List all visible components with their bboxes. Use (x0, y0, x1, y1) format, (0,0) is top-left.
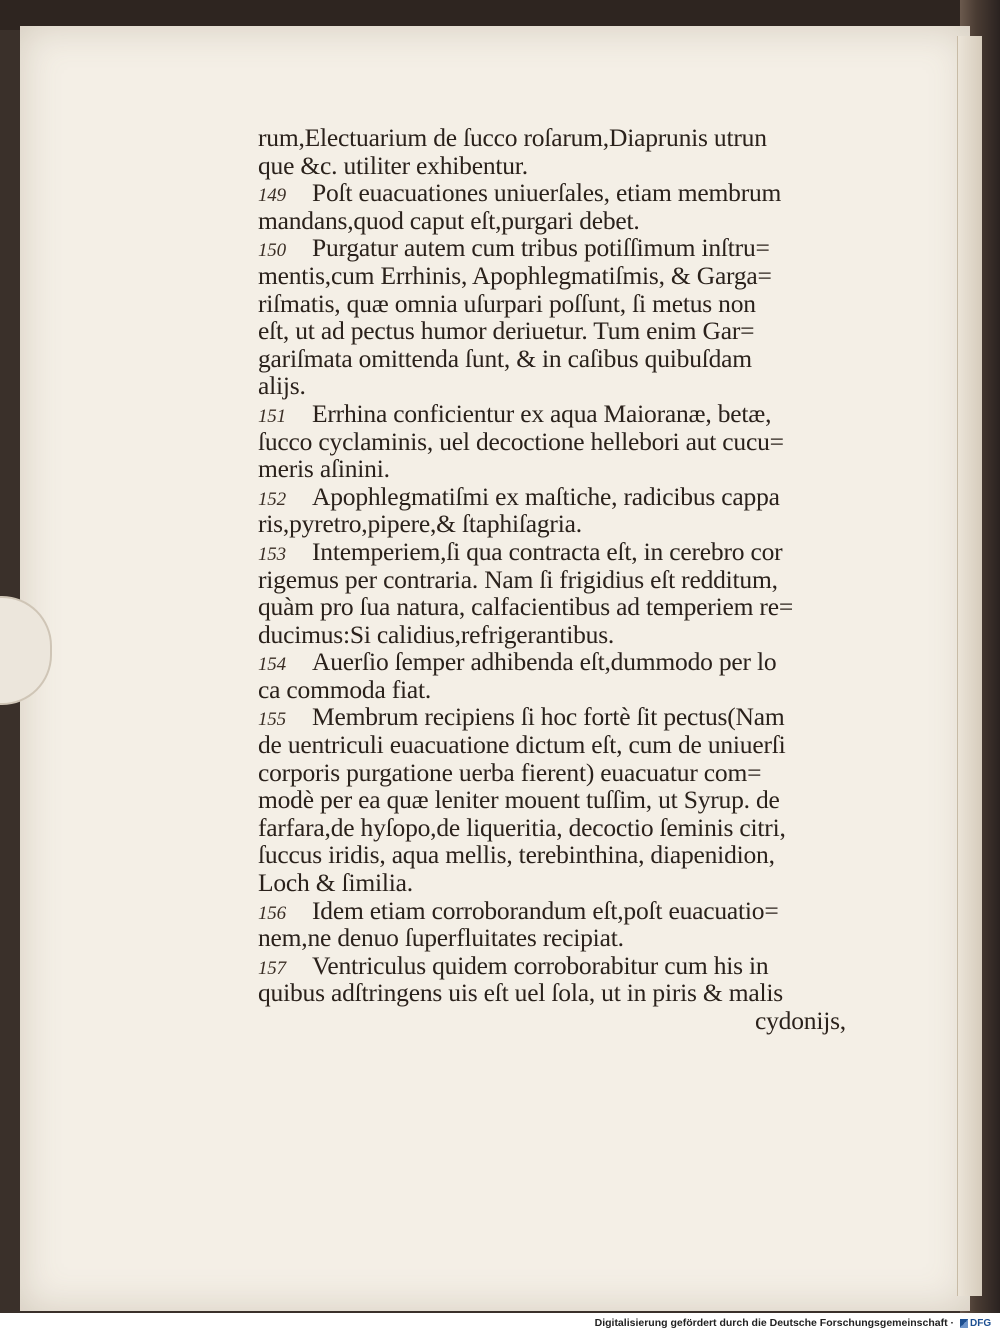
paragraph-number: 154 (258, 654, 286, 676)
text-line (258, 703, 868, 731)
line-text: ſuccus iridis, aqua mellis, terebinthina, diapenidion, (258, 840, 775, 870)
line-text: Purgatur autem cum tribus potiſſimum inſtru= (312, 233, 770, 263)
text-line (258, 152, 868, 180)
line-text: ca commoda fiat. (258, 674, 432, 704)
paragraph-number: 151 (258, 405, 286, 427)
line-text: riſmatis, quæ omnia uſurpari poſſunt, ſi metus non (258, 288, 756, 318)
line-text: quàm pro ſua natura, calfacientibus ad temperiem re= (258, 592, 793, 622)
line-text: rigemus per contraria. Nam ſi frigidius eſt redditum, (258, 564, 778, 594)
text-line (258, 924, 868, 952)
text-line (258, 786, 868, 814)
paragraph-number: 155 (258, 709, 286, 731)
text-line (258, 566, 868, 594)
dfg-logo (960, 1317, 992, 1330)
text-line (258, 621, 868, 649)
paragraph-number: 149 (258, 185, 286, 207)
line-text: Loch & ſimilia. (258, 868, 413, 898)
line-text: nem,ne denuo ſuperfluitates recipiat. (258, 923, 624, 953)
line-text: Membrum recipiens ſi hoc fortè ſit pectus(Nam (312, 702, 785, 732)
line-text: Poſt euacuationes uniuerſales, etiam membrum (312, 178, 782, 208)
paragraph-number: 153 (258, 543, 286, 565)
text-line (258, 317, 868, 345)
line-text: ſucco cyclaminis, uel decoctione hellebori aut cucu= (258, 426, 784, 456)
text-line (258, 814, 868, 842)
catchword: cydonijs, (755, 1006, 846, 1035)
text-line (258, 428, 868, 456)
line-text: ris,pyretro,pipere,& ſtaphiſagria. (258, 509, 582, 539)
line-text: mandans,quod caput eſt,purgari debet. (258, 205, 640, 235)
line-text: mentis,cum Errhinis, Apophlegmatiſmis, & Garga= (258, 260, 772, 290)
line-text: gariſmata omittenda ſunt, & in caſibus quibuſdam (258, 343, 752, 373)
text-line (258, 207, 868, 235)
paragraph-number: 152 (258, 488, 286, 510)
line-text: Intemperiem,ſi qua contracta eſt, in cerebro cor (312, 536, 783, 566)
line-text: de uentriculi euacuatione dictum eſt, cum de uniuerſi (258, 730, 786, 760)
text-line (258, 483, 868, 511)
text-line (258, 179, 868, 207)
text-line (258, 841, 868, 869)
text-line (258, 372, 868, 400)
dfg-logo-icon (960, 1319, 968, 1328)
text-line (258, 952, 868, 980)
footer-credit: Digitalisierung gefördert durch die Deutsche Forschungsgemeinschaft · (594, 1317, 954, 1329)
line-text: rum,Electuarium de ſucco roſarum,Diaprunis utrun (258, 123, 767, 152)
line-text: Idem etiam corroborandum eſt,poſt euacuatio= (312, 895, 779, 925)
line-text: modè per ea quæ leniter mouent tuſſim, ut Syrup. de (258, 785, 780, 815)
text-line (258, 124, 868, 152)
line-text: Ventriculus quidem corroborabitur cum his in (312, 950, 769, 980)
text-line (258, 538, 868, 566)
line-text: farfara,de hyſopo,de liqueritia, decoctio ſeminis citri, (258, 812, 786, 842)
text-line (258, 262, 868, 290)
main-text-block (258, 124, 868, 1035)
paragraph-number: 157 (258, 957, 286, 979)
line-text: Auerſio ſemper adhibenda eſt,dummodo per lo (312, 647, 777, 677)
text-line (258, 979, 868, 1007)
text-line (258, 345, 868, 373)
text-line (258, 897, 868, 925)
text-line (258, 290, 868, 318)
footer-bar (0, 1313, 1000, 1335)
paragraph-number: 156 (258, 902, 286, 924)
text-line (258, 648, 868, 676)
text-line (258, 731, 868, 759)
line-text: ducimus:Si calidius,refrigerantibus. (258, 619, 615, 649)
text-line (258, 510, 868, 538)
text-line (258, 455, 868, 483)
page-fold-edge (957, 36, 982, 1296)
text-line (258, 676, 868, 704)
text-line (258, 234, 868, 262)
text-line (258, 869, 868, 897)
page-clip-tab (0, 596, 52, 705)
line-text: quibus adſtringens uis eſt uel ſola, ut in piris & malis (258, 978, 783, 1008)
line-text: meris aſinini. (258, 454, 390, 484)
paragraph-number: 150 (258, 240, 286, 262)
line-text: eſt, ut ad pectus humor deriuetur. Tum enim Gar= (258, 316, 755, 346)
dfg-logo-text: DFG (970, 1318, 992, 1329)
text-line (258, 400, 868, 428)
line-text: alijs. (258, 371, 306, 401)
line-text: Apophlegmatiſmi ex maſtiche, radicibus cappa (312, 481, 780, 511)
text-line (258, 593, 868, 621)
text-line (258, 759, 868, 787)
line-text: Errhina conficientur ex aqua Maioranæ, betæ, (312, 398, 772, 428)
line-text: que &c. utiliter exhibentur. (258, 150, 528, 180)
book-page (20, 26, 970, 1311)
line-text: corporis purgatione uerba fierent) euacuatur com= (258, 757, 762, 787)
